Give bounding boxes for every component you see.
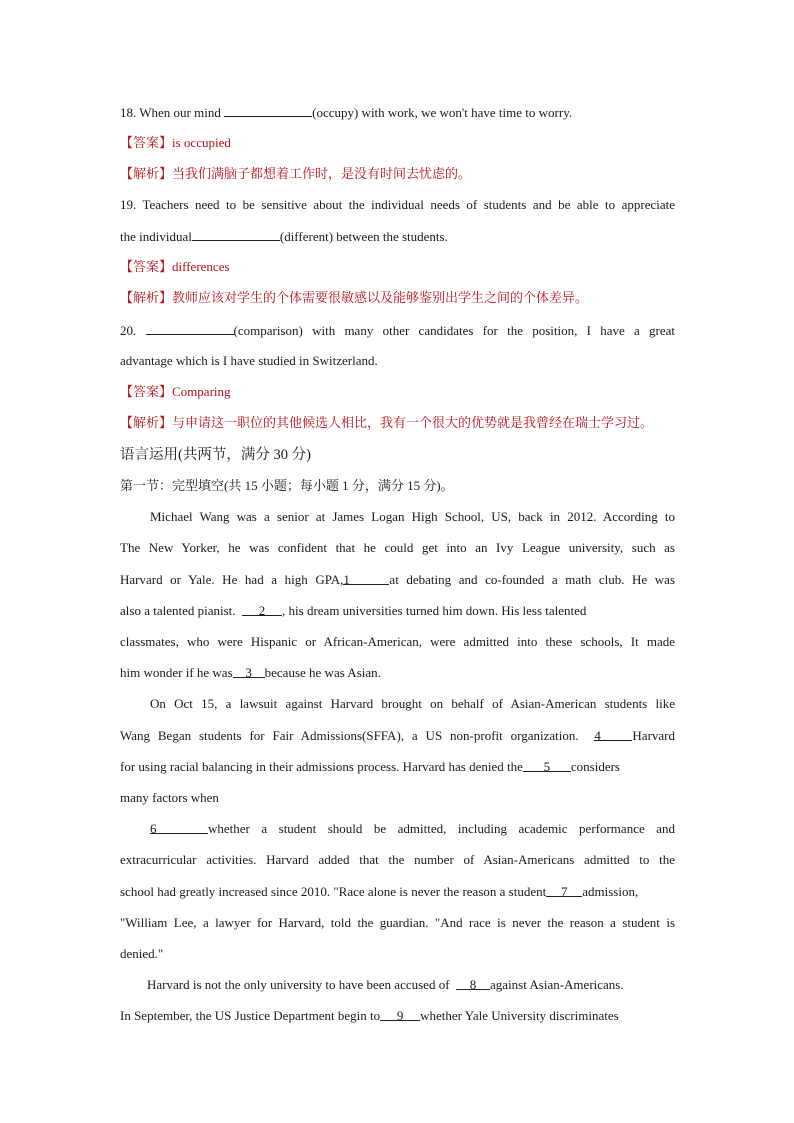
cloze-blank-8: 8 [456,976,490,990]
passage-line [120,727,675,745]
passage-line: The New Yorker, he was confident that he could get into an Ivy League university, such as [120,540,675,555]
passage-text: Harvard is not the only university to have been accused of [147,977,450,992]
passage-text: against Asian-Americans. [490,977,624,992]
question-hint: (comparison) with many other candidates for the position, I have a great [233,323,676,338]
question-text: Teachers need to be sensitive about the individual needs of students and be able to appreciate [142,197,675,212]
question-18 [120,103,675,122]
passage-text: him wonder if he was [120,665,233,680]
passage-line [120,602,675,620]
passage-text: Harvard or Yale. He had a high GPA, [120,572,344,587]
question-text: the individual [120,229,192,244]
passage-line [147,976,675,994]
question-hint: (different) between the students. [279,229,448,244]
answer-text: is occupied [172,135,231,150]
analysis-line [120,165,675,183]
passage-line [120,1007,675,1025]
passage-line [120,664,675,682]
passage-text: school had greatly increased since 2010. "Race alone is never the reason a student [120,884,547,899]
passage-line [120,571,675,589]
cloze-blank-3: 3 [233,664,265,678]
analysis-tag: 【解析】 [120,166,173,181]
question-text: advantage which is I have studied in Switzerland. [120,353,378,368]
section-subtitle: 第一节：完型填空(共 15 小题；每小题 1 分，满分 15 分)。 [120,478,454,493]
passage-line: On Oct 15, a lawsuit against Harvard brought on behalf of Asian-American students like [150,696,675,711]
answer-blank [224,103,312,117]
answer-tag: 【答案】 [120,384,173,399]
answer-text: Comparing [172,384,231,399]
cloze-blank-9: 9 [380,1007,420,1021]
cloze-blank-5: 5 [523,758,571,772]
passage-line: "William Lee, a lawyer for Harvard, told the guardian. "And race is never the reason a student is [120,915,675,930]
passage-line: extracurricular activities. Harvard added that the number of Asian-Americans admitted to the [120,852,675,867]
passage-line: classmates, who were Hispanic or African-American, were admitted into these schools, It made [120,634,675,649]
answer-line [120,258,675,276]
cloze-blank-4: 4 [594,727,632,741]
passage-text: whether a student should be admitted, including academic performance and [208,821,675,836]
question-hint: (occupy) with work, we won't have time to worry. [312,105,573,120]
passage-line: many factors when [120,790,219,805]
cloze-blank-7: 7 [546,883,582,897]
answer-line [120,383,675,401]
passage-text: at debating and co-founded a math club. He was [389,572,676,587]
passage-line: Michael Wang was a senior at James Logan High School, US, back in 2012. According to [150,509,675,524]
analysis-text: 教师应该对学生的个体需要很敏感以及能够鉴别出学生之间的个体差异。 [172,290,589,305]
passage-line [150,820,675,838]
question-number: 19. [120,197,137,212]
passage-text: also a talented pianist. [120,603,236,618]
cloze-blank-1: 1 [343,571,389,585]
passage-text: , his dream universities turned him down. His less talented [282,603,587,618]
question-20 [120,321,675,340]
answer-tag: 【答案】 [120,135,173,150]
question-19-line-2 [120,227,675,246]
analysis-tag: 【解析】 [120,290,173,305]
analysis-text: 当我们满脑子都想着工作时，是没有时间去忧虑的。 [172,166,472,181]
passage-text: for using racial balancing in their admissions process. Harvard has denied the [120,759,523,774]
analysis-text: 与申请这一职位的其他候选人相比，我有一个很大的优势就是我曾经在瑞士学习过。 [172,415,654,430]
passage-text: In September, the US Justice Department begin to [120,1008,381,1023]
question-text: When our mind [139,105,225,120]
cloze-blank-6: 6 [150,820,208,834]
passage-text: because he was Asian. [264,665,381,680]
passage-line [120,758,675,776]
answer-line [120,134,675,152]
passage-line [120,883,675,901]
question-number: 18. [120,105,137,120]
passage-text: admission, [582,884,639,899]
analysis-line [120,414,680,432]
analysis-line [120,289,675,307]
question-20-line-2 [120,352,675,370]
answer-text: differences [172,259,230,274]
passage-text: whether Yale University discriminates [420,1008,619,1023]
analysis-tag: 【解析】 [120,415,173,430]
passage-text: considers [570,759,620,774]
passage-text: Harvard [632,728,676,743]
section-title: 语言运用(共两节，满分 30 分) [120,447,311,463]
question-number: 20. [120,323,137,338]
cloze-blank-2: 2 [242,602,282,616]
passage-line: denied." [120,946,164,961]
passage-text: Wang Began students for Fair Admissions(SFFA), a US non-profit organization. [120,728,579,743]
answer-tag: 【答案】 [120,259,173,274]
question-19 [120,196,675,214]
answer-blank [192,227,280,241]
answer-blank [146,321,234,335]
